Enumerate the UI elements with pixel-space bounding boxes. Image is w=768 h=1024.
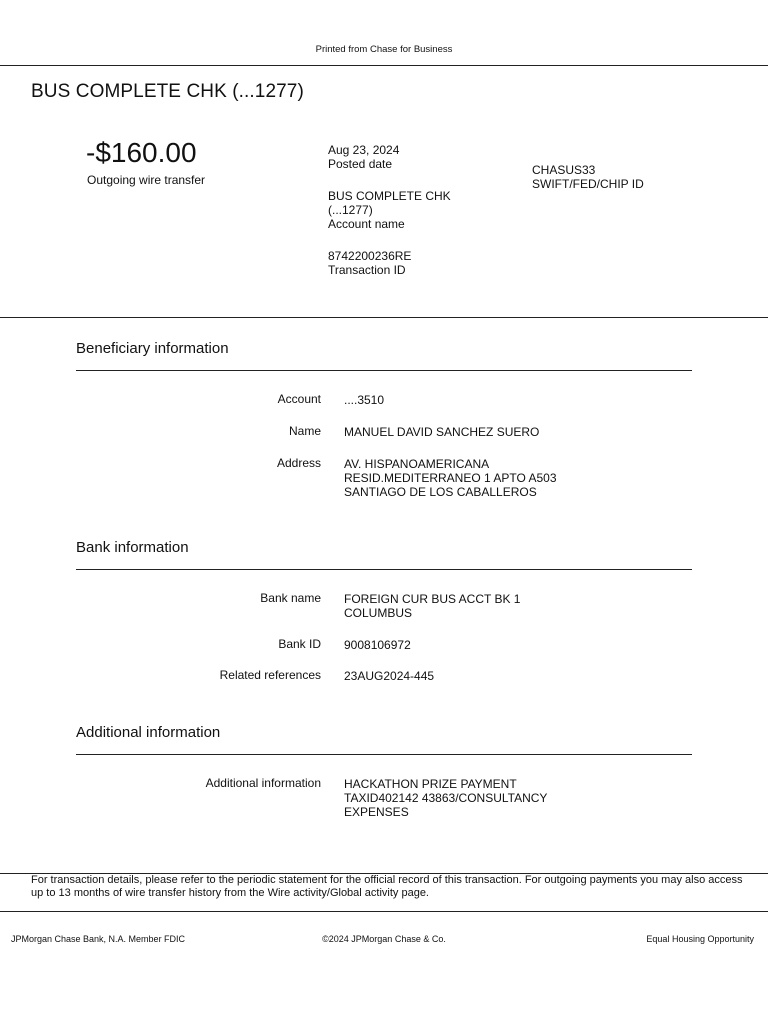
bank-name-line: COLUMBUS — [344, 606, 413, 620]
account-name-label: Account name — [328, 217, 405, 231]
beneficiary-account-value: ....3510 — [344, 393, 385, 407]
account-name-value-line1: BUS COMPLETE CHK — [328, 189, 451, 203]
bank-heading: Bank information — [76, 539, 189, 556]
header-divider — [0, 65, 768, 66]
additional-divider — [76, 754, 692, 755]
transaction-type: Outgoing wire transfer — [87, 173, 206, 187]
beneficiary-address-label: Address — [276, 456, 321, 470]
transaction-id-block — [328, 249, 411, 277]
swift-label: SWIFT/FED/CHIP ID — [532, 177, 644, 191]
posted-date-block — [328, 143, 399, 171]
account-name-value-line2: (...1277) — [328, 203, 373, 217]
address-line: SANTIAGO DE LOS CABALLEROS — [344, 485, 537, 499]
transaction-id-label: Transaction ID — [328, 263, 406, 277]
posted-date-value: Aug 23, 2024 — [328, 143, 400, 157]
posted-date-label: Posted date — [328, 157, 393, 171]
footer-equal-housing: Equal Housing Opportunity — [646, 934, 754, 944]
beneficiary-name-value: MANUEL DAVID SANCHEZ SUERO — [344, 425, 540, 439]
account-title: BUS COMPLETE CHK (...1277) — [31, 81, 304, 102]
bank-divider — [76, 569, 692, 570]
additional-line: TAXID402142 43863/CONSULTANCY — [344, 791, 548, 805]
address-line: AV. HISPANOAMERICANA — [344, 457, 490, 471]
additional-heading: Additional information — [76, 724, 221, 741]
bank-name-value — [344, 592, 520, 620]
note-divider-bottom — [0, 911, 768, 912]
additional-information-value — [344, 777, 547, 819]
beneficiary-account-label: Account — [277, 392, 321, 406]
account-name-block — [328, 189, 451, 231]
beneficiary-heading: Beneficiary information — [76, 340, 229, 357]
address-line: RESID.MEDITERRANEO 1 APTO A503 — [344, 471, 557, 485]
footer-fdic: JPMorgan Chase Bank, N.A. Member FDIC — [11, 934, 186, 944]
additional-line: HACKATHON PRIZE PAYMENT — [344, 777, 517, 791]
beneficiary-divider — [76, 370, 692, 371]
additional-information-label: Additional information — [205, 776, 321, 790]
transaction-id-value: 8742200236RE — [328, 249, 412, 263]
related-references-value: 23AUG2024-445 — [344, 669, 435, 683]
bank-id-label: Bank ID — [278, 637, 321, 651]
bank-id-value: 9008106972 — [344, 638, 411, 652]
bank-name-label: Bank name — [260, 591, 321, 605]
additional-line: EXPENSES — [344, 805, 409, 819]
transaction-note: For transaction details, please refer to the periodic statement for the official record of this transaction. For outgoing payments you may also access up to 13 months of wire transfer history from the Wire activity/Global activity page. — [31, 874, 743, 899]
printed-from-header: Printed from Chase for Business — [315, 44, 453, 55]
beneficiary-address-value — [344, 457, 557, 499]
transaction-amount: -$160.00 — [86, 137, 197, 168]
swift-block — [532, 163, 644, 191]
beneficiary-name-label: Name — [288, 424, 321, 438]
summary-divider — [0, 317, 768, 318]
swift-value: CHASUS33 — [532, 163, 596, 177]
footer-copyright: ©2024 JPMorgan Chase & Co. — [322, 934, 446, 944]
bank-name-line: FOREIGN CUR BUS ACCT BK 1 — [344, 592, 521, 606]
related-references-label: Related references — [219, 668, 321, 682]
